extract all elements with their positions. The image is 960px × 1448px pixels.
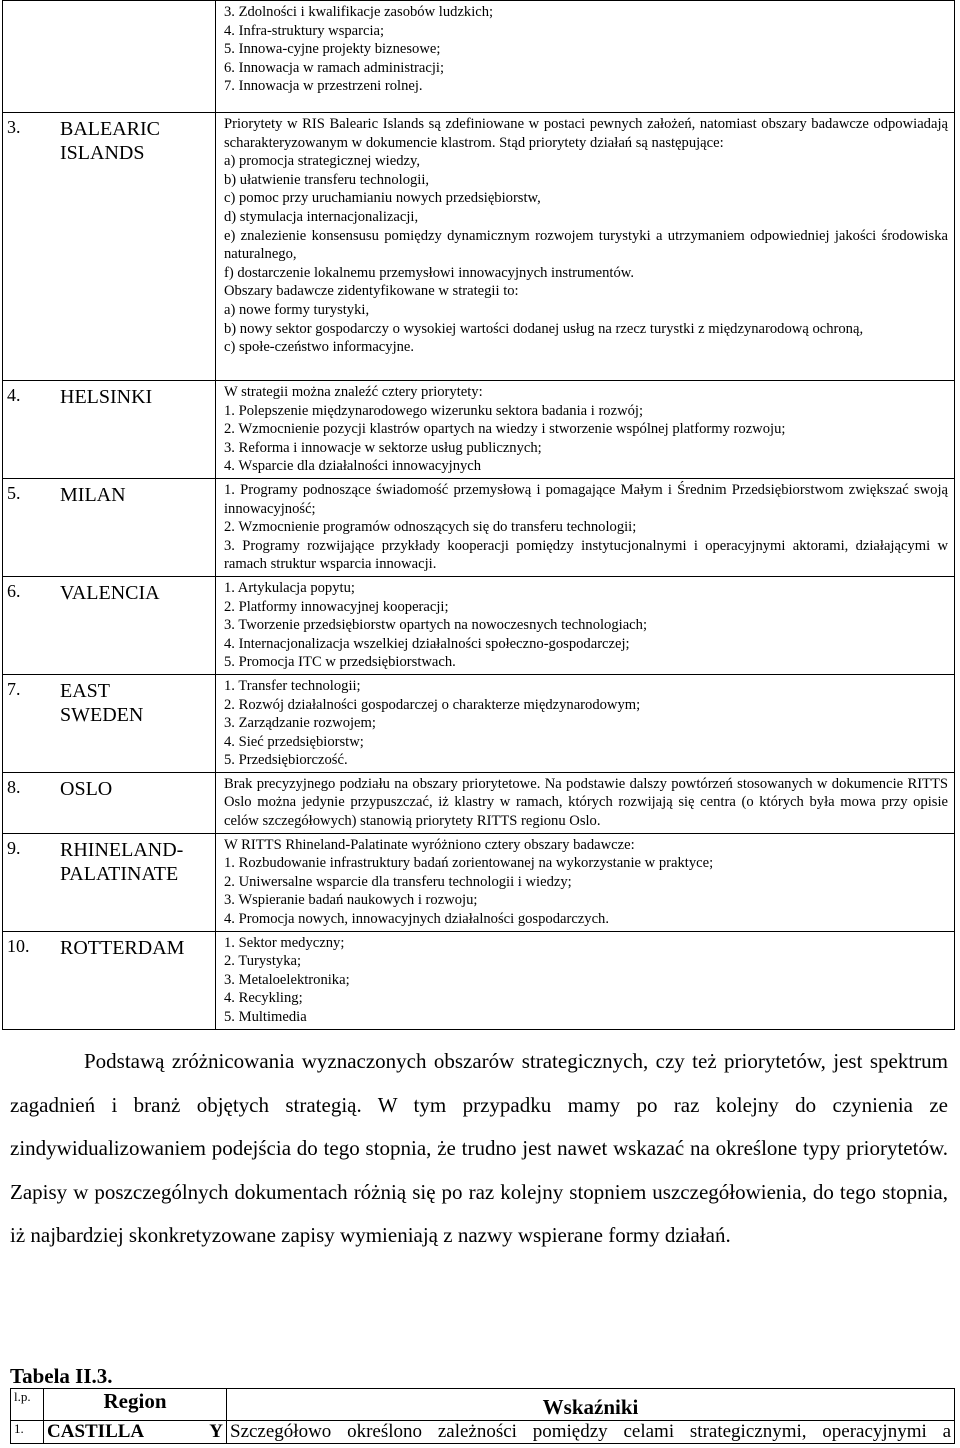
row-number xyxy=(3,833,61,931)
region-name-line: HELSINKI xyxy=(60,386,153,408)
row-number xyxy=(3,931,61,1029)
table-row xyxy=(3,772,955,833)
row-number xyxy=(3,113,61,381)
priority-item: f) dostarczenie lokalnemu przemysłowi innowacyjnych instrumentów. xyxy=(224,264,634,281)
priority-item: a) nowe formy turystyki, xyxy=(224,301,370,318)
row-number-text: 8. xyxy=(7,776,21,797)
priority-item: 3. Wspieranie badań naukowych i rozwoju; xyxy=(224,892,478,909)
priority-item: 3. Metaloelektronika; xyxy=(224,971,350,988)
region-name xyxy=(60,931,216,1029)
row-number xyxy=(3,381,61,479)
priority-item: W strategii można znaleźć cztery priorytety: xyxy=(224,384,483,400)
priority-item: 4. Promocja nowych, innowacyjnych działalności gospodarczych. xyxy=(224,911,610,928)
priority-item: 4. Infra-struktury wsparcia; xyxy=(224,22,385,39)
priority-item: 3. Zarządzanie rozwojem; xyxy=(224,715,376,732)
priority-item: b) nowy sektor gospodarczy o wysokiej wartości dodanej usług na rzecz turystki z międzynarodową ochroną, xyxy=(224,320,864,337)
priority-item: 1. Artykulacja popytu; xyxy=(224,579,355,596)
region-name-line: SWEDEN xyxy=(60,703,144,726)
header-region: Region xyxy=(44,1389,227,1421)
priority-item: b) ułatwienie transferu technologii, xyxy=(224,171,430,188)
cell-region: CASTILLA Y xyxy=(44,1421,227,1444)
row-number-text: 6. xyxy=(7,580,21,601)
region-name-line: MILAN xyxy=(60,483,126,506)
region-name-line: RHINELAND- xyxy=(60,838,184,861)
table-row xyxy=(11,1421,955,1444)
region-name xyxy=(60,1,216,113)
priority-item: 4. Sieć przedsiębiorstw; xyxy=(224,733,364,750)
row-number xyxy=(3,576,61,674)
priorities-content xyxy=(216,833,955,931)
priority-item: 4. Internacjonalizacja wszelkiej działalności społeczno-gospodarczej; xyxy=(224,635,630,652)
table-row xyxy=(3,113,955,381)
region-name xyxy=(60,576,216,674)
table-row xyxy=(3,674,955,772)
region-name-line: OSLO xyxy=(60,777,113,800)
priority-item: W RITTS Rhineland-Palatinate wyróżniono cztery obszary badawcze: xyxy=(224,836,635,853)
priority-item: c) społe-czeństwo informacyjne. xyxy=(224,339,415,356)
priority-item: 4. Recykling; xyxy=(224,990,303,1007)
region-name xyxy=(60,381,216,479)
region-name xyxy=(60,113,216,381)
priority-item: a) promocja strategicznej wiedzy, xyxy=(224,153,420,170)
priority-item: 1. Programy podnoszące świadomość przemysłową i pomagające Małym i Średnim Przedsiębiorstwom zwiększać swoją innowacyjność; xyxy=(224,481,948,517)
priorities-content xyxy=(216,113,955,381)
priorities-content xyxy=(216,576,955,674)
header-wskazniki: Wskaźniki xyxy=(227,1389,955,1421)
region-name-line: EAST xyxy=(60,679,110,702)
region-name xyxy=(60,674,216,772)
table-row xyxy=(3,381,955,479)
priorities-content xyxy=(216,381,955,479)
row-number-text: 9. xyxy=(7,837,21,858)
priority-item: d) stymulacja internacjonalizacji, xyxy=(224,208,419,225)
priority-item: 1. Sektor medyczny; xyxy=(224,934,345,951)
region-name xyxy=(60,833,216,931)
table-header-row xyxy=(11,1389,955,1421)
priority-item: 1. Polepszenie międzynarodowego wizerunku sektora badania i rozwój; xyxy=(224,402,644,419)
priorities-content xyxy=(216,674,955,772)
row-number-text: 5. xyxy=(7,482,21,503)
row-number-text: 7. xyxy=(7,678,21,699)
table-row xyxy=(3,931,955,1029)
table-row xyxy=(3,1,955,113)
row-number-text xyxy=(7,1,60,5)
region-name-line: ISLANDS xyxy=(60,142,145,164)
header-lp: l.p. xyxy=(11,1389,44,1421)
priorities-content xyxy=(216,1,955,113)
priority-item: 3. Programy rozwijające przykłady kooperacji pomiędzy instytucjonalnymi i operacyjnymi aktorami, działającymi w ramach struktur wsparcia innowacji. xyxy=(224,537,948,573)
priority-item: 2. Wzmocnienie pozycji klastrów opartych na wiedzy i stworzenie wspólnej platformy rozwoju; xyxy=(224,421,786,438)
priority-item: 3. Reforma i innowacje w sektorze usług publicznych; xyxy=(224,439,542,456)
priority-item: Brak precyzyjnego podziału na obszary priorytetowe. Na podstawie dalszy powtórzeń stosowanych w dokumencie RITTS Oslo można jedynie przypuszczać, iż klastry w ramach, których rozwijają się centra (o których była mowa przy opisie celów szczegółowych) stanowią priorytety RITTS regionu Oslo. xyxy=(224,775,948,830)
priority-item: 5. Multimedia xyxy=(224,1009,307,1026)
priority-item: 2. Platformy innowacyjnej kooperacji; xyxy=(224,598,449,615)
priority-item: 6. Innowacja w ramach administracji; xyxy=(224,59,445,76)
region-name xyxy=(60,772,216,833)
priority-item: 3. Zdolności i kwalifikacje zasobów ludzkich; xyxy=(224,4,494,20)
priority-item: 5. Promocja ITC w przedsiębiorstwach. xyxy=(224,654,456,671)
row-number xyxy=(3,772,61,833)
priorities-content xyxy=(216,772,955,833)
priority-item: Priorytety w RIS Balearic Islands są zdefiniowane w postaci pewnych założeń, natomiast obszary badawcze odpowiadają scharakteryzowanym w dokumencie klastrom. Stąd priorytety działań są następujące: xyxy=(224,116,948,151)
region-name-line: PALATINATE xyxy=(60,862,179,885)
row-number xyxy=(3,674,61,772)
cell-lp: 1. xyxy=(11,1421,44,1444)
region-name-line: BALEARIC xyxy=(60,118,160,140)
priority-item: 1. Rozbudowanie infrastruktury badań zorientowanej na wykorzystanie w praktyce; xyxy=(224,855,714,872)
priority-item: c) pomoc przy uruchamianiu nowych przedsiębiorstw, xyxy=(224,190,541,207)
indicators-table xyxy=(10,1388,955,1444)
priorities-table xyxy=(2,0,955,1030)
priority-item: e) znalezienie konsensusu pomiędzy dynamicznym rozwojem turystyki a utrzymaniem odpowiedniej jakości środowiska naturalnego, xyxy=(224,227,948,263)
row-number-text: 4. xyxy=(7,385,21,405)
priorities-content xyxy=(216,478,955,576)
paragraph-text: Podstawą zróżnicowania wyznaczonych obszarów strategicznych, czy też priorytetów, jest spektrum zagadnień i branż objętych strategią. W tym przypadku mamy po raz kolejny do czynienia ze zindywidualizowaniem podejścia do tego stopnia, że trudno jest nawet wskazać na określone typy priorytetów. Zapisy w poszczególnych dokumentach różnią się po raz kolejny stopniem uszczegółowienia, do tego stopnia, iż najbardziej skonkretyzowane zapisy wymieniają z nazwy wspierane formy działań. xyxy=(10,1049,948,1247)
priority-item: 2. Wzmocnienie programów odnoszących się do transferu technologii; xyxy=(224,519,637,536)
table-row xyxy=(3,833,955,931)
row-number xyxy=(3,478,61,576)
priority-item: Obszary badawcze zidentyfikowane w strategii to: xyxy=(224,283,519,300)
priority-item: 3. Tworzenie przedsiębiorstw opartych na nowoczesnych technologiach; xyxy=(224,617,647,634)
region-name-line: VALENCIA xyxy=(60,581,160,604)
row-number xyxy=(3,1,61,113)
region-name-line: ROTTERDAM xyxy=(60,936,185,959)
priority-item: 5. Przedsiębiorczość. xyxy=(224,752,348,769)
priority-item: 1. Transfer technologii; xyxy=(224,677,361,694)
priorities-content xyxy=(216,931,955,1029)
priority-item: 4. Wsparcie dla działalności innowacyjnych xyxy=(224,458,482,475)
region-name xyxy=(60,478,216,576)
table-caption: Tabela II.3. xyxy=(10,1364,113,1388)
row-number-text: 3. xyxy=(7,117,21,137)
table-row xyxy=(3,576,955,674)
cell-wskazniki: Szczegółowo określono zależności pomiędzy celami strategicznymi, operacyjnymi a xyxy=(227,1421,955,1444)
row-number-text: 10. xyxy=(7,935,30,956)
table-row xyxy=(3,478,955,576)
priority-item: 5. Innowa-cyjne projekty biznesowe; xyxy=(224,41,441,58)
priority-item: 2. Turystyka; xyxy=(224,953,302,970)
priority-item: 7. Innowacja w przestrzeni rolnej. xyxy=(224,78,423,95)
body-paragraph xyxy=(10,1040,948,1258)
priority-item: 2. Rozwój działalności gospodarczej o charakterze międzynarodowym; xyxy=(224,696,641,713)
priority-item: 2. Uniwersalne wsparcie dla transferu technologii i wiedzy; xyxy=(224,873,572,890)
